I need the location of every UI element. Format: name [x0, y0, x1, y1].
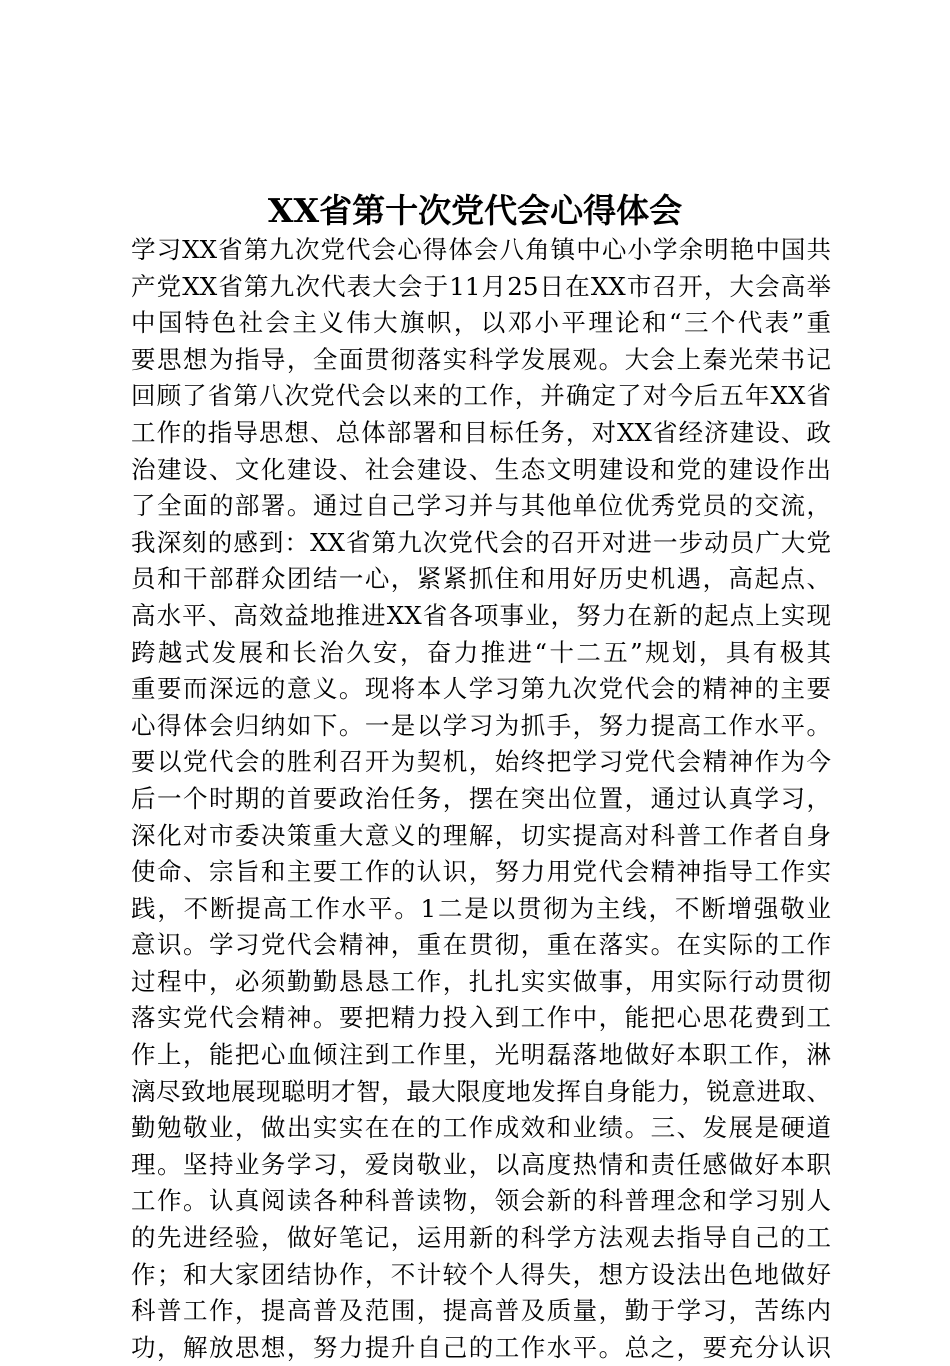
body-line: 工作的指导思想、总体部署和目标任务，对XX省经济建设、政 [131, 417, 831, 447]
body-line: 意识。学习党代会精神，重在贯彻，重在落实。在实际的工作 [131, 930, 831, 960]
body-line: 中国特色社会主义伟大旗帜，以邓小平理论和“三个代表”重 [131, 308, 831, 338]
document-body [131, 232, 831, 1366]
body-line: 高水平、高效益地推进XX省各项事业，努力在新的起点上实现 [131, 600, 831, 630]
document-title: XX省第十次党代会心得体会 [267, 191, 683, 230]
body-line: 后一个时期的首要政治任务，摆在突出位置，通过认真学习， [131, 783, 831, 813]
body-line: 践，不断提高工作水平。1二是以贯彻为主线，不断增强敬业 [131, 893, 831, 923]
body-line: 使命、宗旨和主要工作的认识，努力用党代会精神指导工作实 [131, 857, 831, 887]
body-line: 漓尽致地展现聪明才智，最大限度地发挥自身能力，锐意进取、 [131, 1076, 831, 1106]
body-line: 回顾了省第八次党代会以来的工作，并确定了对今后五年XX省 [131, 381, 831, 411]
body-line: 科普工作，提高普及范围，提高普及质量，勤于学习，苦练内 [131, 1296, 831, 1326]
body-line: 工作。认真阅读各种科普读物，领会新的科普理念和学习别人 [131, 1186, 831, 1216]
body-line: 作上，能把心血倾注到工作里，光明磊落地做好本职工作，淋 [131, 1040, 831, 1070]
body-line: 要思想为指导，全面贯彻落实科学发展观。大会上秦光荣书记 [131, 344, 831, 374]
body-line: 的先进经验，做好笔记，运用新的科学方法观去指导自己的工 [131, 1223, 831, 1253]
body-line: 落实党代会精神。要把精力投入到工作中，能把心思花费到工 [131, 1003, 831, 1033]
body-line: 勤勉敬业，做出实实在在的工作成效和业绩。三、发展是硬道 [131, 1113, 831, 1143]
body-line: 产党XX省第九次代表大会于11月25日在XX市召开，大会高举 [131, 271, 831, 301]
body-line: 要以党代会的胜利召开为契机，始终把学习党代会精神作为今 [131, 747, 831, 777]
body-line: 跨越式发展和长治久安，奋力推进“十二五”规划，具有极其 [131, 637, 831, 667]
body-line: 学习XX省第九次党代会心得体会八角镇中心小学余明艳中国共 [131, 235, 831, 264]
body-line: 员和干部群众团结一心，紧紧抓住和用好历史机遇，高起点、 [131, 564, 831, 594]
body-line: 了全面的部署。通过自己学习并与其他单位优秀党员的交流， [131, 491, 831, 521]
body-line: 作；和大家团结协作，不计较个人得失，想方设法出色地做好 [131, 1259, 831, 1289]
body-line: 重要而深远的意义。现将本人学习第九次党代会的精神的主要 [131, 674, 831, 704]
body-line: 过程中，必须勤勤恳恳工作，扎扎实实做事，用实际行动贯彻 [131, 966, 831, 996]
body-line: 深化对市委决策重大意义的理解，切实提高对科普工作者自身 [131, 820, 831, 850]
body-line: 我深刻的感到：XX省第九次党代会的召开对进一步动员广大党 [131, 527, 831, 557]
body-line: 功，解放思想，努力提升自己的工作水平。总之，要充分认识 [131, 1332, 831, 1362]
body-line: 理。坚持业务学习，爱岗敬业，以高度热情和责任感做好本职 [131, 1149, 831, 1179]
body-line: 治建设、文化建设、社会建设、生态文明建设和党的建设作出 [131, 454, 831, 484]
body-line: 心得体会归纳如下。一是以学习为抓手，努力提高工作水平。 [131, 710, 831, 740]
